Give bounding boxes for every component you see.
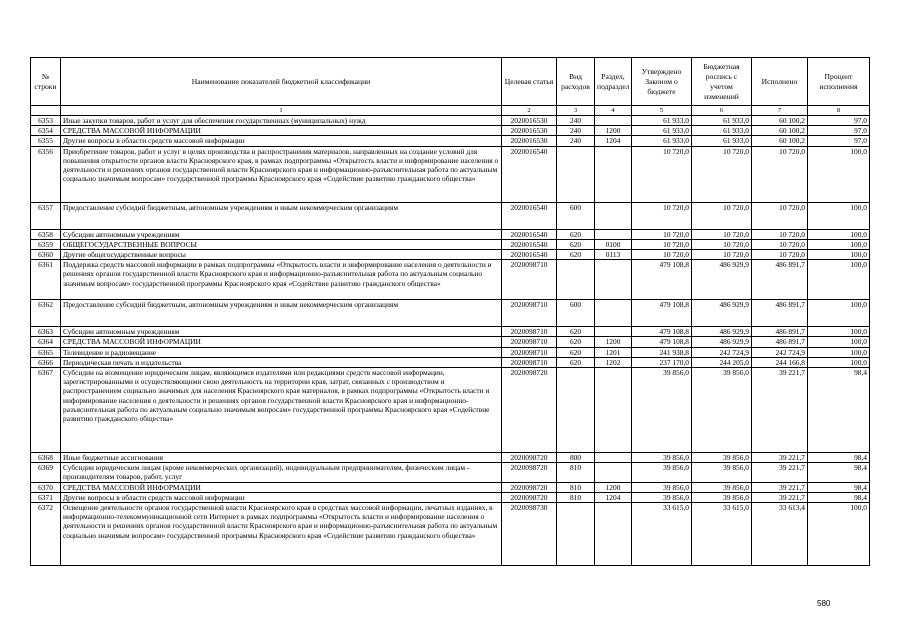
row-number-cell: 6357 [31, 202, 61, 229]
row-target-cell: 2020016540 [502, 229, 557, 239]
row-executed-cell: 242 724,9 [752, 347, 808, 357]
row-percent-cell: 100,0 [808, 229, 870, 239]
table-row [31, 146, 870, 202]
row-section-cell: 1201 [595, 347, 632, 357]
row-name-cell: Субсидии автономным учреждениям [61, 327, 502, 337]
row-number-cell: 6365 [31, 347, 61, 357]
row-approved-cell: 10 720,0 [632, 146, 692, 202]
table-row [31, 260, 870, 300]
row-section-cell: 1204 [595, 136, 632, 146]
row-name-cell: Субсидии автономным учреждениям [61, 229, 502, 239]
col-number: 7 [752, 106, 808, 116]
table-row [31, 337, 870, 347]
row-target-cell: 2020016530 [502, 126, 557, 136]
row-executed-cell: 10 720,0 [752, 250, 808, 260]
row-exp-type-cell [557, 368, 595, 453]
row-approved-cell: 479 108,8 [632, 327, 692, 337]
row-exp-type-cell [557, 260, 595, 300]
row-approved-cell: 237 170,0 [632, 357, 692, 367]
row-number-cell: 6369 [31, 463, 61, 482]
table-row [31, 202, 870, 229]
col-number: 1 [61, 106, 502, 116]
row-budget-list-cell: 10 720,0 [692, 250, 752, 260]
row-name-cell: Другие вопросы в области средств массовой информации [61, 136, 502, 146]
header-percent: Процент исполнения [808, 58, 870, 106]
row-executed-cell: 39 221,7 [752, 368, 808, 453]
row-section-cell [595, 229, 632, 239]
row-target-cell: 2020016530 [502, 136, 557, 146]
row-executed-cell: 244 166,8 [752, 357, 808, 367]
row-name-cell: Иные бюджетные ассигнования [61, 453, 502, 463]
row-target-cell: 2020098720 [502, 463, 557, 482]
row-number-cell: 6364 [31, 337, 61, 347]
row-approved-cell: 479 108,8 [632, 260, 692, 300]
row-budget-list-cell: 39 856,0 [692, 463, 752, 482]
row-budget-list-cell: 33 615,0 [692, 503, 752, 566]
row-target-cell: 2020098720 [502, 492, 557, 502]
row-percent-cell: 100,0 [808, 300, 870, 327]
row-name-cell: Приобретение товаров, работ и услуг в целях производства и распространения материалов, направленных на создание условий для повышения открытости органов власти Красноярского края, в рамках подпрограммы «Открытость власти и информирование населения о деятельности и решениях органов государственной власти Красноярского края и информационно-разъяснительная работа по актуальным социально значимым вопросам» государственной программы Красноярского края «Содействие развитию гражданского общества» [61, 146, 502, 202]
row-approved-cell: 39 856,0 [632, 368, 692, 453]
row-percent-cell: 100,0 [808, 357, 870, 367]
row-exp-type-cell: 240 [557, 126, 595, 136]
row-exp-type-cell: 620 [557, 347, 595, 357]
row-section-cell: 1200 [595, 482, 632, 492]
row-number-cell: 6363 [31, 327, 61, 337]
row-name-cell: Другие вопросы в области средств массовой информации [61, 492, 502, 502]
row-percent-cell: 100,0 [808, 327, 870, 337]
row-name-cell: Предоставление субсидий бюджетным, автономным учреждениям и иным некоммерческим организациям [61, 300, 502, 327]
row-exp-type-cell: 600 [557, 300, 595, 327]
row-target-cell: 2020016540 [502, 202, 557, 229]
row-budget-list-cell: 39 856,0 [692, 482, 752, 492]
header-approved: Утверждено Законом о бюджете [632, 58, 692, 106]
table-row [31, 453, 870, 463]
row-target-cell: 2020098710 [502, 357, 557, 367]
row-executed-cell: 10 720,0 [752, 229, 808, 239]
row-percent-cell: 100,0 [808, 503, 870, 566]
row-exp-type-cell: 600 [557, 202, 595, 229]
table-row [31, 300, 870, 327]
row-percent-cell: 97,0 [808, 116, 870, 126]
col-number: 6 [692, 106, 752, 116]
row-name-cell: Освещение деятельности органов государственной власти Красноярского края в средствах массовой информации, печатных изданиях, в информационно-телекоммуникационной сети Интернет в рамках подпрограммы «Открытость власти и информирование населения о деятельности и решениях органов государственной власти Красноярского края и информационно-разъяснительная работа по актуальным социально значимым вопросам» государственной программы Красноярского края «Содействие развитию гражданского общества» [61, 503, 502, 566]
page-number: 580 [817, 599, 831, 608]
row-name-cell: Другие общегосударственные вопросы [61, 250, 502, 260]
row-percent-cell: 98,4 [808, 453, 870, 463]
row-name-cell: Телевидение и радиовещание [61, 347, 502, 357]
row-executed-cell: 33 613,4 [752, 503, 808, 566]
row-budget-list-cell: 10 720,0 [692, 229, 752, 239]
row-approved-cell: 61 933,0 [632, 116, 692, 126]
row-number-cell: 6361 [31, 260, 61, 300]
row-name-cell: ОБЩЕГОСУДАРСТВЕННЫЕ ВОПРОСЫ [61, 239, 502, 249]
row-exp-type-cell: 800 [557, 453, 595, 463]
row-executed-cell: 10 720,0 [752, 239, 808, 249]
row-approved-cell: 61 933,0 [632, 126, 692, 136]
row-target-cell: 2020098720 [502, 482, 557, 492]
row-exp-type-cell: 620 [557, 250, 595, 260]
row-exp-type-cell [557, 146, 595, 202]
row-percent-cell: 98,4 [808, 368, 870, 453]
table-row [31, 116, 870, 126]
table-row [31, 126, 870, 136]
table-row [31, 347, 870, 357]
row-section-cell [595, 368, 632, 453]
row-percent-cell: 100,0 [808, 347, 870, 357]
row-percent-cell: 98,4 [808, 492, 870, 502]
row-name-cell: Иные закупки товаров, работ и услуг для обеспечения государственных (муниципальных) нужд [61, 116, 502, 126]
row-target-cell: 2020098720 [502, 453, 557, 463]
row-percent-cell: 100,0 [808, 260, 870, 300]
row-approved-cell: 479 108,8 [632, 337, 692, 347]
row-name-cell: Субсидии на возмещение юридическим лицам, являющимся издателями или редакциями средств массовой информации, зарегистрированными и осуществляющими свою деятельность на территории края, затрат, связанных с производством и распространением социально значимых для населения Красноярского края материалов, в рамках подпрограммы «Открытость власти и информирование населения о деятельности и решениях органов государственной власти Красноярского края и информационно-разъяснительная работа по актуальным социально значимым вопросам» государственной программы Красноярского края «Содействие развитию гражданского общества» [61, 368, 502, 453]
row-exp-type-cell: 810 [557, 482, 595, 492]
row-approved-cell: 39 856,0 [632, 492, 692, 502]
row-name-cell: СРЕДСТВА МАССОВОЙ ИНФОРМАЦИИ [61, 337, 502, 347]
row-target-cell: 2020016540 [502, 146, 557, 202]
row-budget-list-cell: 61 933,0 [692, 136, 752, 146]
row-name-cell: Предоставление субсидий бюджетным, автономным учреждениям и иным некоммерческим организациям [61, 202, 502, 229]
row-target-cell: 2020098710 [502, 347, 557, 357]
row-number-cell: 6362 [31, 300, 61, 327]
row-number-cell: 6353 [31, 116, 61, 126]
row-exp-type-cell: 240 [557, 136, 595, 146]
row-percent-cell: 100,0 [808, 239, 870, 249]
row-budget-list-cell: 10 720,0 [692, 146, 752, 202]
row-number-cell: 6370 [31, 482, 61, 492]
row-section-cell [595, 453, 632, 463]
row-target-cell: 2020098720 [502, 368, 557, 453]
row-section-cell [595, 116, 632, 126]
table-row [31, 250, 870, 260]
header-exp-type: Вид расходов [557, 58, 595, 106]
row-budget-list-cell: 486 929,9 [692, 337, 752, 347]
row-target-cell: 2020016530 [502, 116, 557, 126]
table-row [31, 368, 870, 453]
row-executed-cell: 486 891,7 [752, 260, 808, 300]
col-number: 4 [595, 106, 632, 116]
row-number-cell: 6372 [31, 503, 61, 566]
row-exp-type-cell: 620 [557, 357, 595, 367]
table-row [31, 239, 870, 249]
row-percent-cell: 97,0 [808, 126, 870, 136]
row-number-cell: 6359 [31, 239, 61, 249]
col-number-empty [31, 106, 61, 116]
row-executed-cell: 39 221,7 [752, 453, 808, 463]
budget-table [30, 57, 870, 566]
row-approved-cell: 33 615,0 [632, 503, 692, 566]
row-budget-list-cell: 486 929,9 [692, 327, 752, 337]
row-section-cell: 1204 [595, 492, 632, 502]
row-exp-type-cell [557, 503, 595, 566]
row-exp-type-cell: 620 [557, 337, 595, 347]
row-exp-type-cell: 240 [557, 116, 595, 126]
header-section: Раздел, подраздел [595, 58, 632, 106]
row-executed-cell: 10 720,0 [752, 146, 808, 202]
header-executed: Исполнено [752, 58, 808, 106]
header-budget-list: Бюджетная роспись с учетом изменений [692, 58, 752, 106]
row-executed-cell: 39 221,7 [752, 463, 808, 482]
row-section-cell [595, 202, 632, 229]
row-approved-cell: 39 856,0 [632, 453, 692, 463]
row-target-cell: 2020098730 [502, 503, 557, 566]
row-percent-cell: 100,0 [808, 146, 870, 202]
row-number-cell: 6368 [31, 453, 61, 463]
row-approved-cell: 241 938,8 [632, 347, 692, 357]
row-number-cell: 6355 [31, 136, 61, 146]
row-budget-list-cell: 244 205,0 [692, 357, 752, 367]
row-target-cell: 2020016540 [502, 250, 557, 260]
table-row [31, 482, 870, 492]
row-section-cell: 0113 [595, 250, 632, 260]
row-percent-cell: 100,0 [808, 337, 870, 347]
row-section-cell [595, 463, 632, 482]
row-budget-list-cell: 486 929,9 [692, 260, 752, 300]
row-section-cell [595, 300, 632, 327]
row-name-cell: Субсидии юридическим лицам (кроме некоммерческих организаций), индивидуальным предпринимателям, физическим лицам - производителям товаров, работ, услуг [61, 463, 502, 482]
table-body [31, 116, 870, 566]
column-number-row [31, 106, 870, 116]
row-executed-cell: 60 100,2 [752, 116, 808, 126]
row-approved-cell: 10 720,0 [632, 202, 692, 229]
row-section-cell: 0100 [595, 239, 632, 249]
row-budget-list-cell: 10 720,0 [692, 239, 752, 249]
row-executed-cell: 10 720,0 [752, 202, 808, 229]
header-target: Целевая статья [502, 58, 557, 106]
row-approved-cell: 61 933,0 [632, 136, 692, 146]
col-number: 3 [557, 106, 595, 116]
table-row [31, 327, 870, 337]
row-section-cell [595, 503, 632, 566]
header-name: Наименование показателей бюджетной классификации [61, 58, 502, 106]
row-target-cell: 2020098710 [502, 260, 557, 300]
row-executed-cell: 39 221,7 [752, 482, 808, 492]
row-name-cell: СРЕДСТВА МАССОВОЙ ИНФОРМАЦИИ [61, 126, 502, 136]
table-row [31, 463, 870, 482]
row-executed-cell: 486 891,7 [752, 327, 808, 337]
row-budget-list-cell: 39 856,0 [692, 492, 752, 502]
row-target-cell: 2020098710 [502, 300, 557, 327]
col-number: 8 [808, 106, 870, 116]
row-number-cell: 6354 [31, 126, 61, 136]
row-exp-type-cell: 810 [557, 492, 595, 502]
row-approved-cell: 10 720,0 [632, 250, 692, 260]
row-target-cell: 2020098710 [502, 337, 557, 347]
row-budget-list-cell: 39 856,0 [692, 368, 752, 453]
row-executed-cell: 39 221,7 [752, 492, 808, 502]
table-row [31, 503, 870, 566]
row-section-cell [595, 146, 632, 202]
row-budget-list-cell: 242 724,9 [692, 347, 752, 357]
row-target-cell: 2020016540 [502, 239, 557, 249]
row-percent-cell: 100,0 [808, 202, 870, 229]
row-section-cell [595, 260, 632, 300]
table-row [31, 357, 870, 367]
row-executed-cell: 486 891,7 [752, 300, 808, 327]
row-executed-cell: 486 891,7 [752, 337, 808, 347]
row-name-cell: Периодическая печать и издательства [61, 357, 502, 367]
row-section-cell [595, 327, 632, 337]
header-row-no: № строки [31, 58, 61, 106]
col-number: 5 [632, 106, 692, 116]
row-exp-type-cell: 620 [557, 239, 595, 249]
row-approved-cell: 39 856,0 [632, 463, 692, 482]
row-number-cell: 6366 [31, 357, 61, 367]
row-executed-cell: 60 100,2 [752, 126, 808, 136]
row-section-cell: 1200 [595, 337, 632, 347]
row-percent-cell: 98,4 [808, 482, 870, 492]
table-row [31, 229, 870, 239]
row-number-cell: 6371 [31, 492, 61, 502]
row-percent-cell: 98,4 [808, 463, 870, 482]
row-section-cell: 1200 [595, 126, 632, 136]
row-number-cell: 6356 [31, 146, 61, 202]
col-number: 2 [502, 106, 557, 116]
row-approved-cell: 10 720,0 [632, 229, 692, 239]
row-approved-cell: 39 856,0 [632, 482, 692, 492]
row-budget-list-cell: 61 933,0 [692, 116, 752, 126]
table-row [31, 492, 870, 502]
row-budget-list-cell: 10 720,0 [692, 202, 752, 229]
row-exp-type-cell: 620 [557, 327, 595, 337]
row-target-cell: 2020098710 [502, 327, 557, 337]
row-exp-type-cell: 810 [557, 463, 595, 482]
row-percent-cell: 97,0 [808, 136, 870, 146]
row-number-cell: 6360 [31, 250, 61, 260]
row-exp-type-cell: 620 [557, 229, 595, 239]
row-budget-list-cell: 486 929,9 [692, 300, 752, 327]
row-section-cell: 1202 [595, 357, 632, 367]
header-row [31, 58, 870, 106]
row-budget-list-cell: 61 933,0 [692, 126, 752, 136]
row-name-cell: СРЕДСТВА МАССОВОЙ ИНФОРМАЦИИ [61, 482, 502, 492]
row-number-cell: 6367 [31, 368, 61, 453]
row-percent-cell: 100,0 [808, 250, 870, 260]
row-budget-list-cell: 39 856,0 [692, 453, 752, 463]
row-executed-cell: 60 100,2 [752, 136, 808, 146]
row-name-cell: Поддержка средств массовой информации в рамках подпрограммы «Открытость власти и информирование населения о деятельности и решениях органов государственной власти Красноярского края и информационно-разъяснительная работа по актуальным социально значимым вопросам» государственной программы Красноярского края «Содействие развитию гражданского общества» [61, 260, 502, 300]
row-number-cell: 6358 [31, 229, 61, 239]
row-approved-cell: 479 108,8 [632, 300, 692, 327]
row-approved-cell: 10 720,0 [632, 239, 692, 249]
table-row [31, 136, 870, 146]
